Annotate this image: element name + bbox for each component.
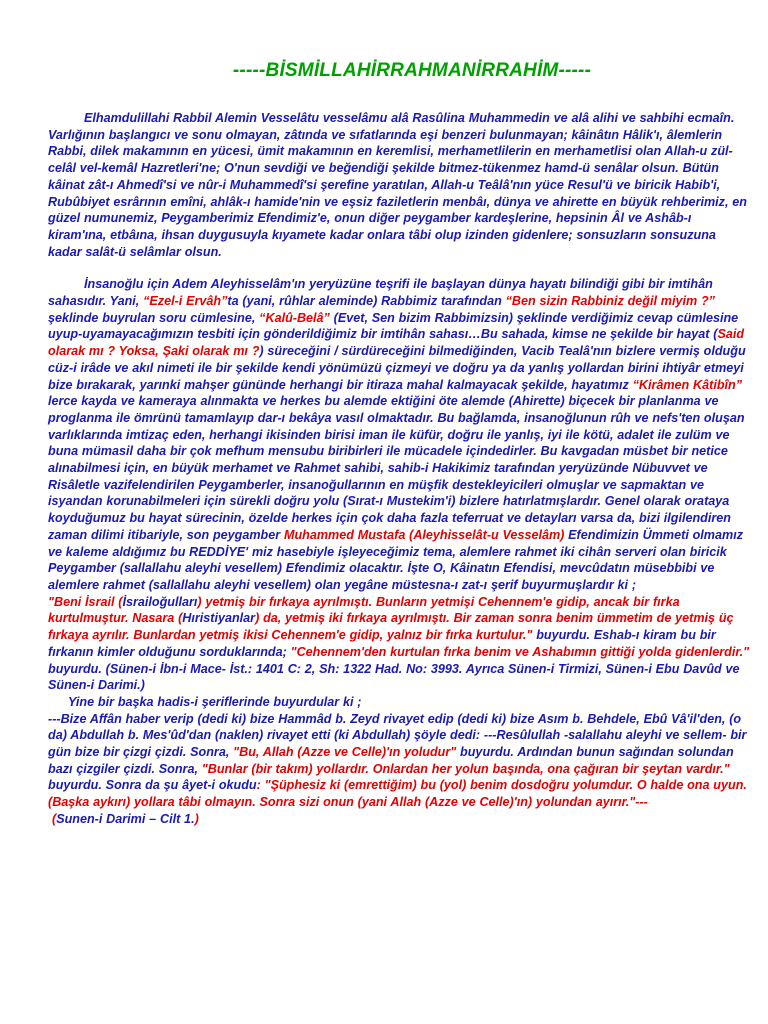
hadith-text: ) yetmiş bir fırkaya ayrılmıştı. Bunların yetmişi Cehennem'e gidip, ancak bir fırka kurtulmuştur. Nasara ( <box>48 594 680 626</box>
prophet-name: Muhammed Mustafa (Aleyhisselât-u Vesselâm) <box>283 527 565 542</box>
main-text: Efendimizin Ümmeti olmamız ve kaleme aldığımız bu REDDİYE' miz hasebiyle işleyeceğimiz tema, alemlere rahmet iki cihân serveri olan biricik Peygamber (sallallahu aleyhi vesellem) Efendimiz olacaktır. İşte O, Kâinatın Efendisi, mevcûdatın müsebbibi ve alemlere rahmet (sallallahu aleyhi vesellem) olan yegâne müstesna-ı zat-ı şerif buyurmuşlardır ki ; <box>48 527 743 592</box>
hadith-quote: "Bu, Allah (Azze ve Celle)'ın yoludur" <box>233 745 457 760</box>
hadith-quote: "Cehennem'den kurtulan fırka benim ve Ashabımın gittiği yolda gidenlerdir." <box>290 644 750 659</box>
kalu-bela-term: “Kalû-Belâ” <box>259 310 330 325</box>
main-text: ta (yani, rûhlar aleminde) Rabbimiz tarafından <box>227 294 506 309</box>
main-paragraph <box>48 276 752 593</box>
ezel-i-ervah-term: “Ezel-i Ervâh” <box>143 294 228 309</box>
hadith-narration: buyurdu. Ardından bunun sağından solundan bazı çizgiler çizdi. Sonra, <box>48 745 734 776</box>
main-text: şeklinde buyrulan soru cümlesine, <box>48 310 260 325</box>
paren-close: ) <box>194 811 199 826</box>
paren-open: ( <box>52 811 57 826</box>
hadith-text: ) da, yetmiş iki fırkaya ayrılmıştı. Bir zaman sonra benim ümmetim de yetmiş üç fırkaya ayrılır. Bunlardan yetmiş ikisi Cehennem'e gidip, yalnız bir fırka kurtulur." <box>48 611 734 643</box>
page-title: -----BİSMİLLAHİRRAHMANİRRAHİM----- <box>232 60 592 81</box>
hadith-narration: ---Bize Affân haber verip (dedi ki) bize Hammâd b. Zeyd rivayet edip (dedi ki) bize Asım b. Behdele, Ebû Vâ'il'den, (o da) Abdullah b. Mes'ûd'dan (naklen) rivayet etti (ki Abdullah) şöyle dedi: ---Resûlullah -salallahu aleyhi ve sellem- bir gün bize bir çizgi çizdi. Sonra, <box>48 711 747 760</box>
ayah-quote: : "Şüphesiz ki (emrettiğim) bu (yol) benim dosdoğru yolumdur. O halde ona uyun. (Başka aykırı) yollara tâbi olmayın. Sonra sizi onun (yani Allah (Azze ve Celle)'ın) yolundan ayırır."--- <box>48 778 747 810</box>
said-saki-question: Said olarak mı ? Yoksa, Şaki olarak mı ? <box>48 327 745 359</box>
hadith-narration: buyurdu. Eshab-ı kiram bu bir fırkanın kimler olduğunu sorduklarında; <box>48 628 716 659</box>
hadith-text: "Beni İsrail ( <box>48 594 123 609</box>
main-text: lerce kayda ve kameraya alınmakta ve herkes bu alemde ektiğini öte alemde (Ahirette) biçecek bir planlanma ve proglanma ile ömrünü tamamlayıp dar-ı bekâya vasıl olmaktadır. Bu bağlamda, insanoğlunun rûh ve nefs'ten oluşan varlıklarında imtizaç eden, herhangi ikisinden birisi iman ile küfür, doğru ile yanlış, iyi ile kötü, adalet ile zulüm ve buna mümasil daha bir çok mefhum mensubu biribirleri ile mücadele içindedirler. Bu kavgadan müsbet bir netice alınabilmesi için, en büyük merhamet ve Rahmet sahibi, sahib-i Hakikimiz tarafından yeryüzünde Nübuvvet ve Risâletle vazifelendirilen Peygamberler, insanoğullarının en müşfik destekleyicileri olmuşlar ve sapmaktan ve isyandan korunabilmeleri için sürekli doğru yolu (Sırat-ı Mustekim'i) bizlere hatırlatmışlardır. Genel olarak orataya koyduğumuz bu hayat sürecinin, özelde herkes için çok daha fazla teferruat ve detayları varsa da, bizi ilgilendiren zaman dilimi itibariyle, son peygamber <box>48 394 745 542</box>
paragraph-gap <box>48 260 752 276</box>
source-text: Sunen-i Darimi – Cilt 1. <box>56 811 195 826</box>
quoted-question: “Ben sizin Rabbiniz değil miyim ?” <box>505 294 715 309</box>
hadith-paragraph-2 <box>48 711 752 811</box>
hadith-gloss: İsrailoğulları <box>122 594 198 609</box>
hadith-narration: buyurdu. Sonra da şu âyet-i okudu <box>48 778 257 793</box>
hadith-citation: buyurdu. (Sünen-i İbn-i Mace- İst.: 1401 C: 2, Sh: 1322 Had. No: 3993. Ayrıca Sünen-i Tirmizi, Sünen-i Ebu Davûd ve Sünen-i Darimi.) <box>48 661 740 693</box>
main-text: ) süreceğini / sürdüreceğini bilmediğinden, Vacib Tealâ'nın bizlere vermiş olduğu cüz-i irâde ve akıl nimeti ile bir şekilde kendi yönümüzü çizmeyi ve doğru ya da yanlış yollardan birini ihtiyâr etmeyi bize bırakarak, yarınki mahşer gününde herhangi bir itiraza mahal kalmayacak şekilde, hayatımız <box>48 344 746 392</box>
kiramen-katibin-term: “Kirâmen Kâtibîn” <box>632 377 743 392</box>
hadith-gloss: Hıristiyanlar <box>182 611 256 626</box>
intro-paragraph: Elhamdulillahi Rabbil Alemin Vesselâtu vesselâmu alâ Rasûlina Muhammedin ve alâ alihi ve sahbihi ecmaîn. Varlığının başlangıcı ve sonu olmayan, zâtında ve sıfatlarında eşi benzeri bulunmayan; kâinâtın Hâlik'ı, âlemlerin Rabbi, dilek makamının en yücesi, ümit makamının en keremlisi, merhametlilerin en merhametlisi olan Allah-u zül-celâl vel-kemâl Hazretleri'ne; O'nun sevdiği ve beğendiği şekilde bitmez-tükenmez hamd-ü senâlar olsun. Bütün kâinat zât-ı Ahmedî'si ve nûr-i Muhammedî'si şerefine yaratılan, Allah-u Teâlâ'nın yüce Resul'ü ve biricik Habib'i, Rubûbiyet esrârının emîni, ahlâk-ı hamide'nin ve eşsiz faziletlerin menbâı, dünya ve ahirette en büyük rehberimiz, en güzel numunemiz, Peygamberimiz Efendimiz'e, onun diğer peygamber kardeşlerine, hepsinin Âl ve Ashâb-ı kiram'ına, etbâına, ihsan duygusuyla kıyamete kadar onlara tâbi olup izinden gidenlere; sonsuzların sonsuzuna kadar salât-ü selâmlar olsun. <box>48 111 747 259</box>
main-text: (Evet, Sen bizim Rabbimizsin) şeklinde verdiğimiz cevap cümlesine uyup-uyamayacağımızın tesbiti için gönderildiğimiz bir imtihân sahası…Bu sahada, kimse ne şekilde bir hayat ( <box>48 310 739 342</box>
main-text: İnsanoğlu için Adem Aleyhisselâm'ın yeryüzüne teşrifi ile başlayan dünya hayatı bilindiği gibi bir imtihân sahasıdır. Yani, <box>48 277 713 309</box>
source-citation <box>48 811 752 828</box>
hadith-2-intro: Yine bir başka hadis-i şeriflerinde buyurdular ki ; <box>68 694 362 709</box>
hadith-paragraph-1 <box>48 594 752 694</box>
hadith-quote: "Bunlar (bir takım) yollardır. Onlardan her yolun başında, ona çağıran bir şeytan vardır." <box>201 761 730 776</box>
